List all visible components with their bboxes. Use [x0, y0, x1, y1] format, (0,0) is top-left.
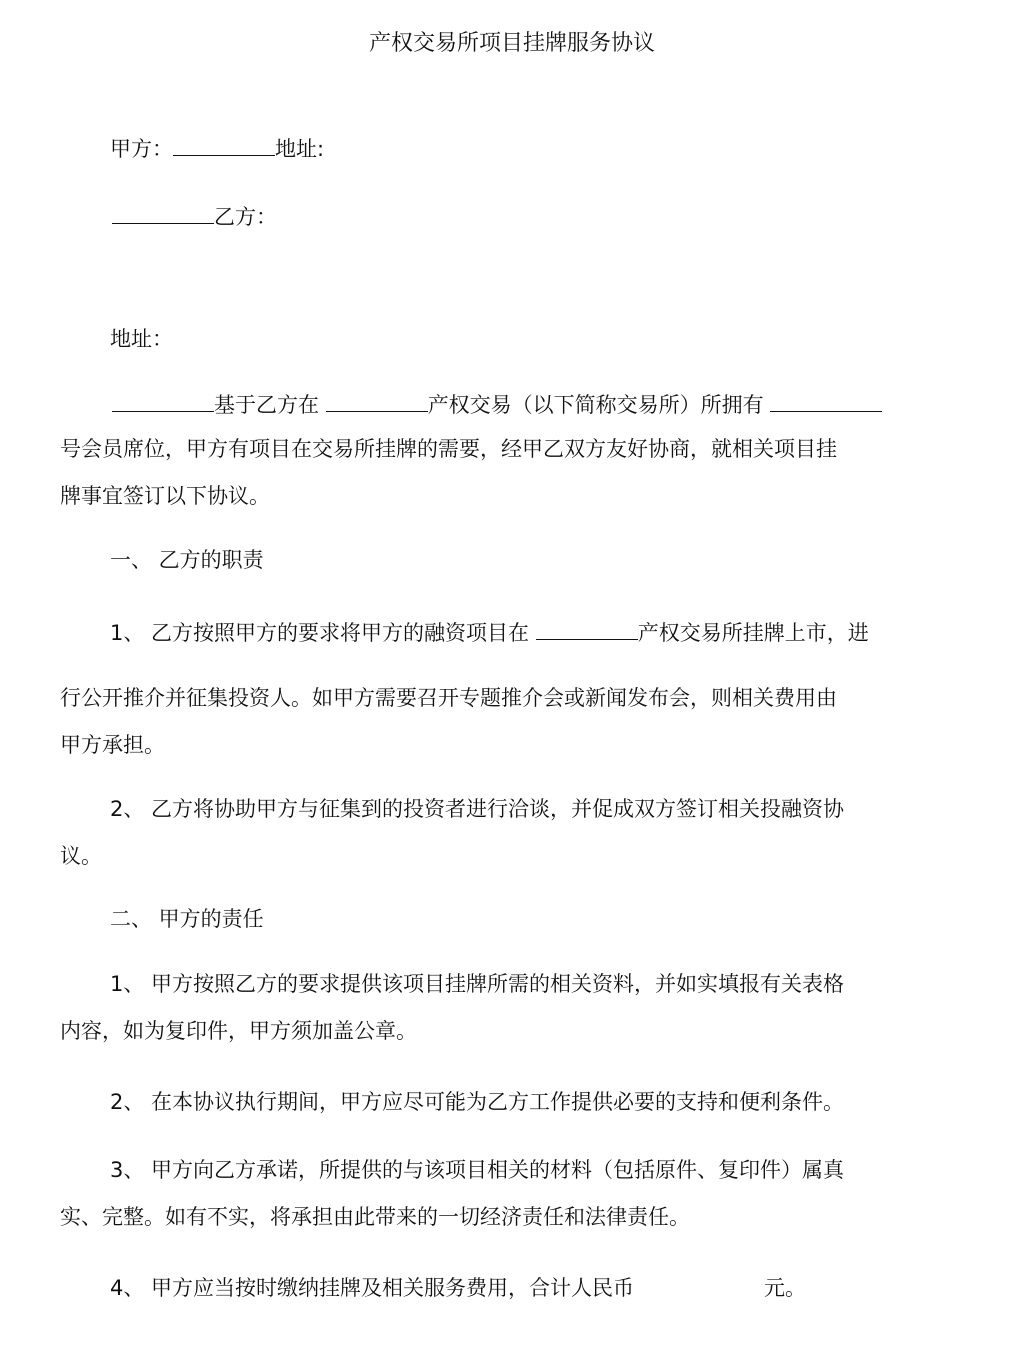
intro-line-1 [112, 389, 882, 419]
section-2-item-1-line-1: 1、 甲方按照乙方的要求提供该项目挂牌所需的相关资料，并如实填报有关表格 [110, 972, 845, 996]
section-1-item-2-line-1: 2、 乙方将协助甲方与征集到的投资者进行洽谈，并促成双方签订相关投融资协 [110, 797, 845, 821]
party-b-name-blank[interactable] [112, 201, 214, 224]
party-b-line [112, 201, 277, 231]
party-a-name-blank[interactable] [173, 133, 275, 156]
section-1-heading: 一、 乙方的职责 [110, 548, 264, 572]
intro-text-2: 产权交易（以下简称交易所）所拥有 [427, 393, 771, 417]
section-2-item-3-line-2: 实、完整。如有不实，将承担由此带来的一切经济责任和法律责任。 [60, 1205, 690, 1229]
intro-seat-blank[interactable] [770, 389, 882, 412]
section-2-item-4-text-b: 元。 [764, 1276, 807, 1300]
section-1-item-1-text-b: 产权交易所挂牌上市，进 [637, 621, 869, 645]
party-b-label: 乙方： [214, 205, 277, 229]
party-a-line [110, 133, 324, 163]
section-2-heading: 二、 甲方的责任 [110, 907, 264, 931]
section-1-item-1-line-3: 甲方承担。 [60, 733, 165, 757]
intro-party-blank[interactable] [112, 389, 214, 412]
section-1-item-1-text-a: 1、 乙方按照甲方的要求将甲方的融资项目在 [110, 621, 536, 645]
party-a-label: 甲方： [110, 137, 173, 161]
section-1-item-1-exchange-blank[interactable] [536, 617, 638, 640]
intro-line-2: 号会员席位，甲方有项目在交易所挂牌的需要，经甲乙双方友好协商，就相关项目挂 [60, 437, 837, 461]
intro-text-1: 基于乙方在 [214, 393, 326, 417]
section-2-item-1-line-2: 内容，如为复印件，甲方须加盖公章。 [60, 1019, 417, 1043]
section-1-item-2-line-2: 议。 [60, 844, 102, 868]
section-1-item-1-line-1 [110, 617, 869, 647]
section-2-item-3-line-1: 3、 甲方向乙方承诺，所提供的与该项目相关的材料（包括原件、复印件）属真 [110, 1158, 845, 1182]
section-2-item-4-line-1 [110, 1274, 806, 1302]
address-label: 地址： [110, 327, 173, 351]
document-title: 产权交易所项目挂牌服务协议 [368, 31, 655, 56]
intro-line-3: 牌事宜签订以下协议。 [60, 484, 270, 508]
party-a-address-label: 地址: [275, 137, 325, 161]
section-2-item-2-line-1: 2、 在本协议执行期间，甲方应尽可能为乙方工作提供必要的支持和便利条件。 [110, 1090, 845, 1114]
section-2-item-4-text-a: 4、 甲方应当按时缴纳挂牌及相关服务费用，合计人民币 [110, 1276, 635, 1300]
intro-exchange-blank[interactable] [326, 389, 428, 412]
section-1-item-1-line-2: 行公开推介并征集投资人。如甲方需要召开专题推介会或新闻发布会，则相关费用由 [60, 686, 837, 710]
